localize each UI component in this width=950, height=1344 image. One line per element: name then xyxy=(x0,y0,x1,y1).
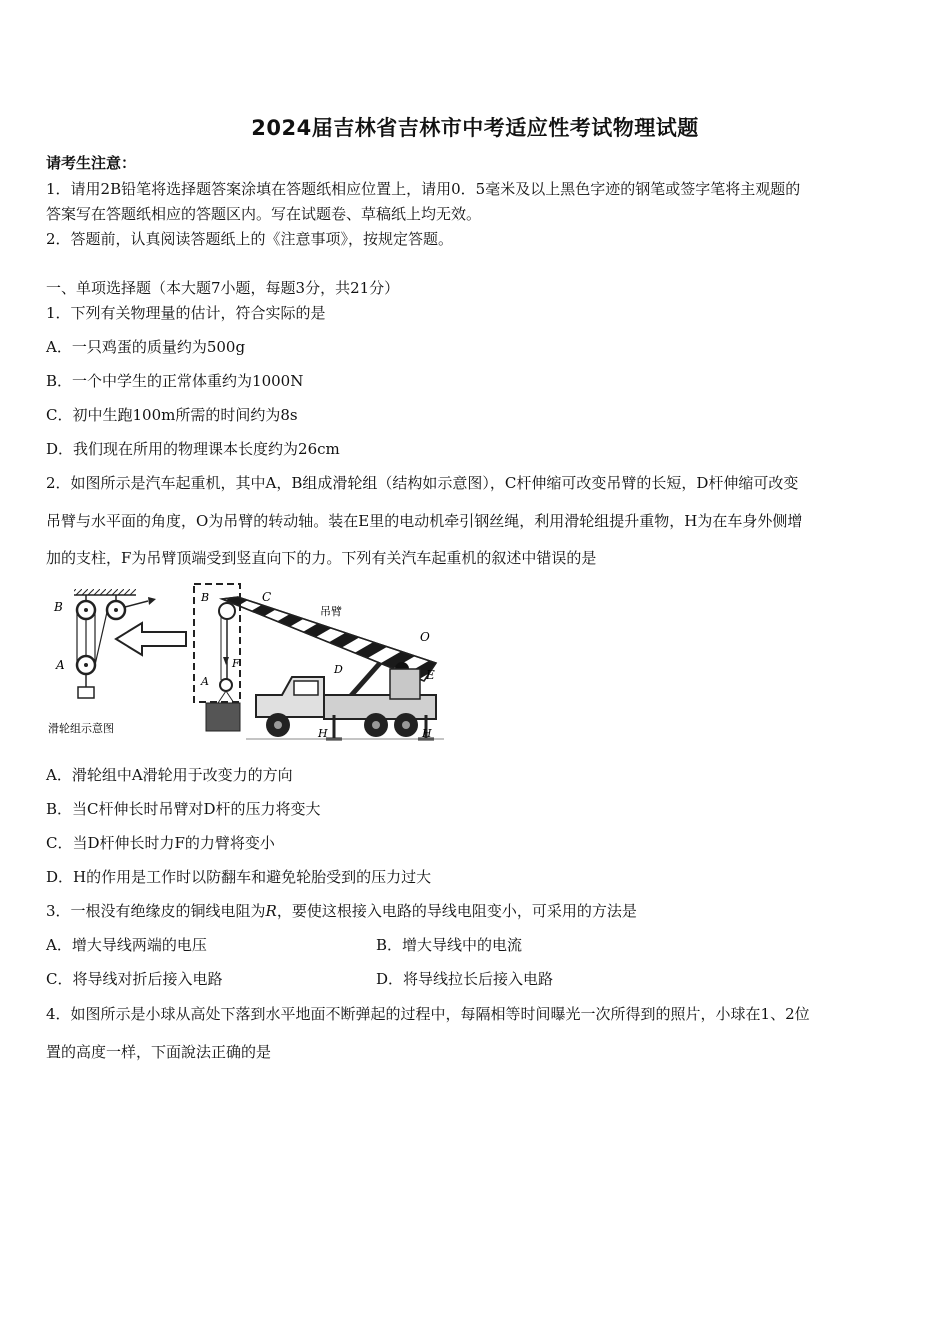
question-2-option-c: C．当D杆伸长时力F的力臂将变小 xyxy=(46,834,275,852)
crane-label-b: B xyxy=(201,591,210,604)
question-1-option-a: A．一只鸡蛋的质量约为500g xyxy=(46,338,246,356)
notice-item-2: 2．答题前，认真阅读答题纸上的《注意事项》，按规定答题。 xyxy=(46,230,454,248)
crane-label-a: A xyxy=(201,675,209,688)
crane-label-h-right: H xyxy=(422,727,432,740)
schematic-label-b: B xyxy=(54,600,63,614)
crane-label-e: E xyxy=(426,668,435,682)
question-3-option-a: A．增大导线两端的电压 xyxy=(46,936,207,954)
pointer-arrow-icon xyxy=(116,623,186,655)
question-2-option-d: D．H的作用是工作时以防翻车和避免轮胎受到的压力过大 xyxy=(46,868,432,886)
crane-label-arm: 吊臂 xyxy=(320,605,342,618)
schematic-caption: 滑轮组示意图 xyxy=(48,722,114,735)
question-1-stem: 1．下列有关物理量的估计，符合实际的是 xyxy=(46,304,326,322)
question-2-stem-line-3: 加的支柱，F为吊臂顶端受到竖直向下的力。下列有关汽车起重机的叙述中错误的是 xyxy=(46,549,597,567)
crane-label-c: C xyxy=(262,590,272,604)
page-title: 2024届吉林省吉林市中考适应性考试物理试题 xyxy=(251,116,699,140)
question-1-option-d: D．我们现在所用的物理课本长度约为26cm xyxy=(46,440,340,458)
notice-item-1-line-2: 答案写在答题纸相应的答题区内。写在试题卷、草稿纸上均无效。 xyxy=(46,205,482,223)
crane-truck xyxy=(206,597,444,739)
question-3-option-d: D．将导线拉长后接入电路 xyxy=(376,970,554,988)
section-1-heading: 一、单项选择题（本大题7小题，每题3分，共21分） xyxy=(46,279,400,297)
crane-label-f: F xyxy=(232,657,240,670)
question-2-option-a: A．滑轮组中A滑轮用于改变力的方向 xyxy=(46,766,293,784)
question-4-stem-line-2: 置的高度一样，下面說法正确的是 xyxy=(46,1043,272,1061)
notice-item-1-line-1: 1．请用2B铅笔将选择题答案涂填在答题纸相应位置上，请用0．5毫米及以上黑色字迹的钢笔或签字笔将主观题的 xyxy=(46,180,801,198)
question-3-stem xyxy=(46,900,637,921)
question-2-stem-line-2: 吊臂与水平面的角度，O为吊臂的转动轴。装在E里的电动机牵引钢丝绳，利用滑轮组提升重物，H为在车身外侧增 xyxy=(46,512,803,530)
question-3-stem-post: ，要使这根接入电路的导线电阻变小，可采用的方法是 xyxy=(276,902,637,920)
question-2-option-b: B．当C杆伸长时吊臂对D杆的压力将变大 xyxy=(46,800,321,818)
notice-heading: 请考生注意： xyxy=(46,154,137,172)
crane-label-o: O xyxy=(420,630,430,644)
crane-figure xyxy=(46,577,446,747)
crane-label-d: D xyxy=(334,663,343,676)
question-1-option-c: C．初中生跑100m所需的时间约为8s xyxy=(46,406,298,424)
question-3-stem-pre: 3．一根没有绝缘皮的铜线电阻为 xyxy=(46,902,266,920)
crane-label-h-left: H xyxy=(318,727,328,740)
question-4-stem-line-1: 4．如图所示是小球从高处下落到水平地面不断弹起的过程中，每隔相等时间曝光一次所得到的照片，小球在1、2位 xyxy=(46,1005,810,1023)
schematic-label-a: A xyxy=(56,658,65,672)
question-2-stem-line-1: 2．如图所示是汽车起重机，其中A，B组成滑轮组（结构如示意图），C杆伸缩可改变吊臂的长短，D杆伸缩可改变 xyxy=(46,474,799,492)
question-3-option-c: C．将导线对折后接入电路 xyxy=(46,970,223,988)
question-1-option-b: B．一个中学生的正常体重约为1000N xyxy=(46,372,304,390)
question-3-option-b: B．增大导线中的电流 xyxy=(376,936,523,954)
pulley-schematic xyxy=(48,589,156,735)
question-3-variable-r: R xyxy=(265,902,277,920)
